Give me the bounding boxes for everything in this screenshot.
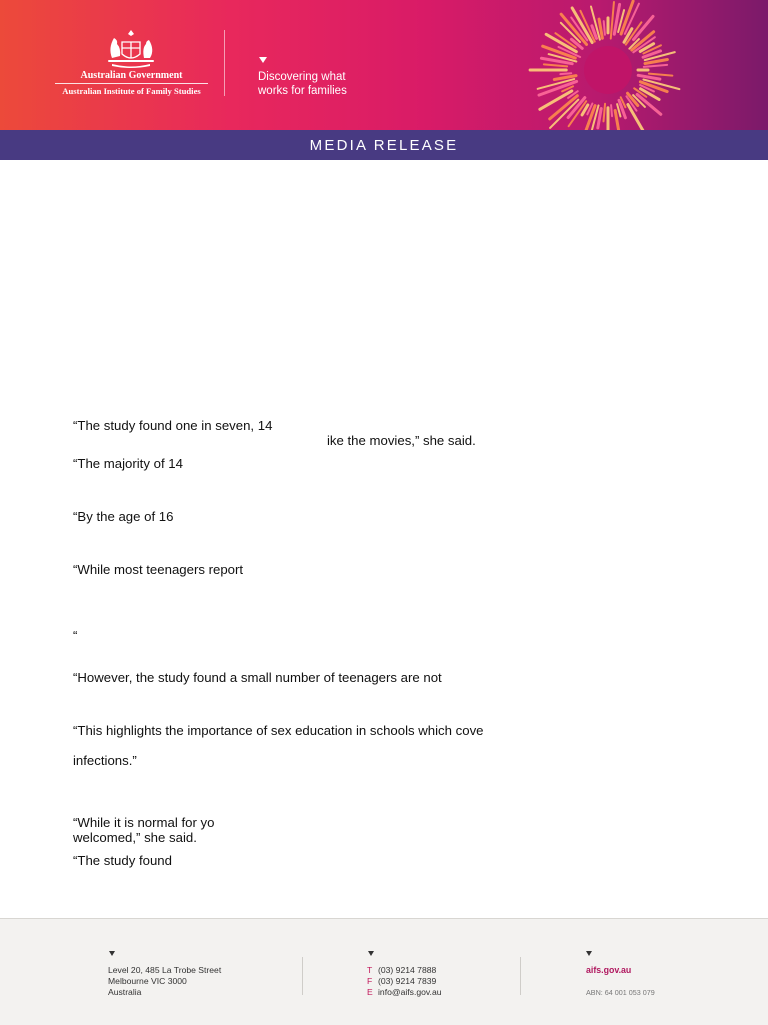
triangle-down-icon [109, 951, 115, 956]
coat-of-arms-icon [98, 28, 164, 68]
tagline [258, 70, 347, 98]
website-link[interactable]: aifs.gov.au [586, 965, 632, 975]
triangle-down-icon [586, 951, 592, 956]
paragraph-2: “The majority of 14 [73, 456, 183, 471]
fax-number: (03) 9214 7839 [378, 976, 437, 986]
footer [0, 918, 768, 1025]
sunburst-ray [544, 64, 567, 66]
triangle-down-icon [259, 57, 267, 63]
paragraph-1-line-1: “The study found one in seven, 14 [73, 418, 273, 433]
paragraph-9: “The study found [73, 853, 172, 868]
footer-divider [302, 957, 303, 995]
paragraph-3: “By the age of 16 [73, 509, 174, 524]
paragraph-8-line-2: welcomed,” she said. [73, 830, 197, 845]
sunburst-ray [611, 105, 612, 116]
paragraph-4: “While most teenagers report [73, 562, 244, 577]
paragraph-1-line-2: ike the movies,” she said. [327, 433, 476, 448]
sunburst-ray [649, 74, 672, 76]
sunburst-ray [598, 109, 601, 128]
email-address[interactable]: info@aifs.gov.au [378, 987, 442, 997]
triangle-down-icon [368, 951, 374, 956]
header-rule [55, 83, 208, 84]
header-banner [0, 0, 768, 130]
paragraph-7-line-1: “This highlights the importance of sex education in schools which cove [73, 723, 484, 738]
footer-address [108, 965, 221, 998]
header-divider [224, 30, 225, 96]
sunburst-ray [571, 39, 582, 48]
phone-label: T [367, 965, 373, 975]
sunburst-center [584, 46, 632, 94]
phone-line [367, 965, 442, 976]
tagline-line-1: Discovering what [258, 71, 346, 83]
institute-name: Australian Institute of Family Studies [62, 86, 201, 96]
address-line-2: Melbourne VIC 3000 [108, 976, 187, 986]
phone-number: (03) 9214 7888 [378, 965, 437, 975]
media-release-banner [0, 130, 768, 160]
paragraph-8-line-1: “While it is normal for yo [73, 815, 215, 830]
government-name: Australian Government [80, 70, 183, 81]
paragraph-7-line-2: infections.” [73, 753, 137, 768]
email-label: E [367, 987, 373, 997]
abn-number: ABN: 64 001 053 079 [586, 988, 655, 997]
address-line-1: Level 20, 485 La Trobe Street [108, 965, 222, 975]
fax-label: F [367, 976, 373, 986]
paragraph-5: “ [73, 628, 78, 643]
tagline-line-2: works for families [258, 85, 347, 97]
sunburst-ray [638, 75, 660, 79]
sunburst-ray [604, 104, 606, 122]
sunburst-graphic [490, 0, 730, 130]
fax-line [367, 976, 442, 987]
sunburst-ray [644, 65, 667, 67]
paragraph-6: “However, the study found a small number of teenagers are not [73, 670, 442, 685]
address-line-3: Australia [108, 987, 142, 997]
media-release-title: MEDIA RELEASE [309, 136, 459, 154]
email-line [367, 987, 442, 998]
sunburst-ray [560, 73, 571, 74]
footer-divider [520, 957, 521, 995]
footer-contacts [367, 965, 442, 998]
sunburst-ray [604, 21, 605, 35]
